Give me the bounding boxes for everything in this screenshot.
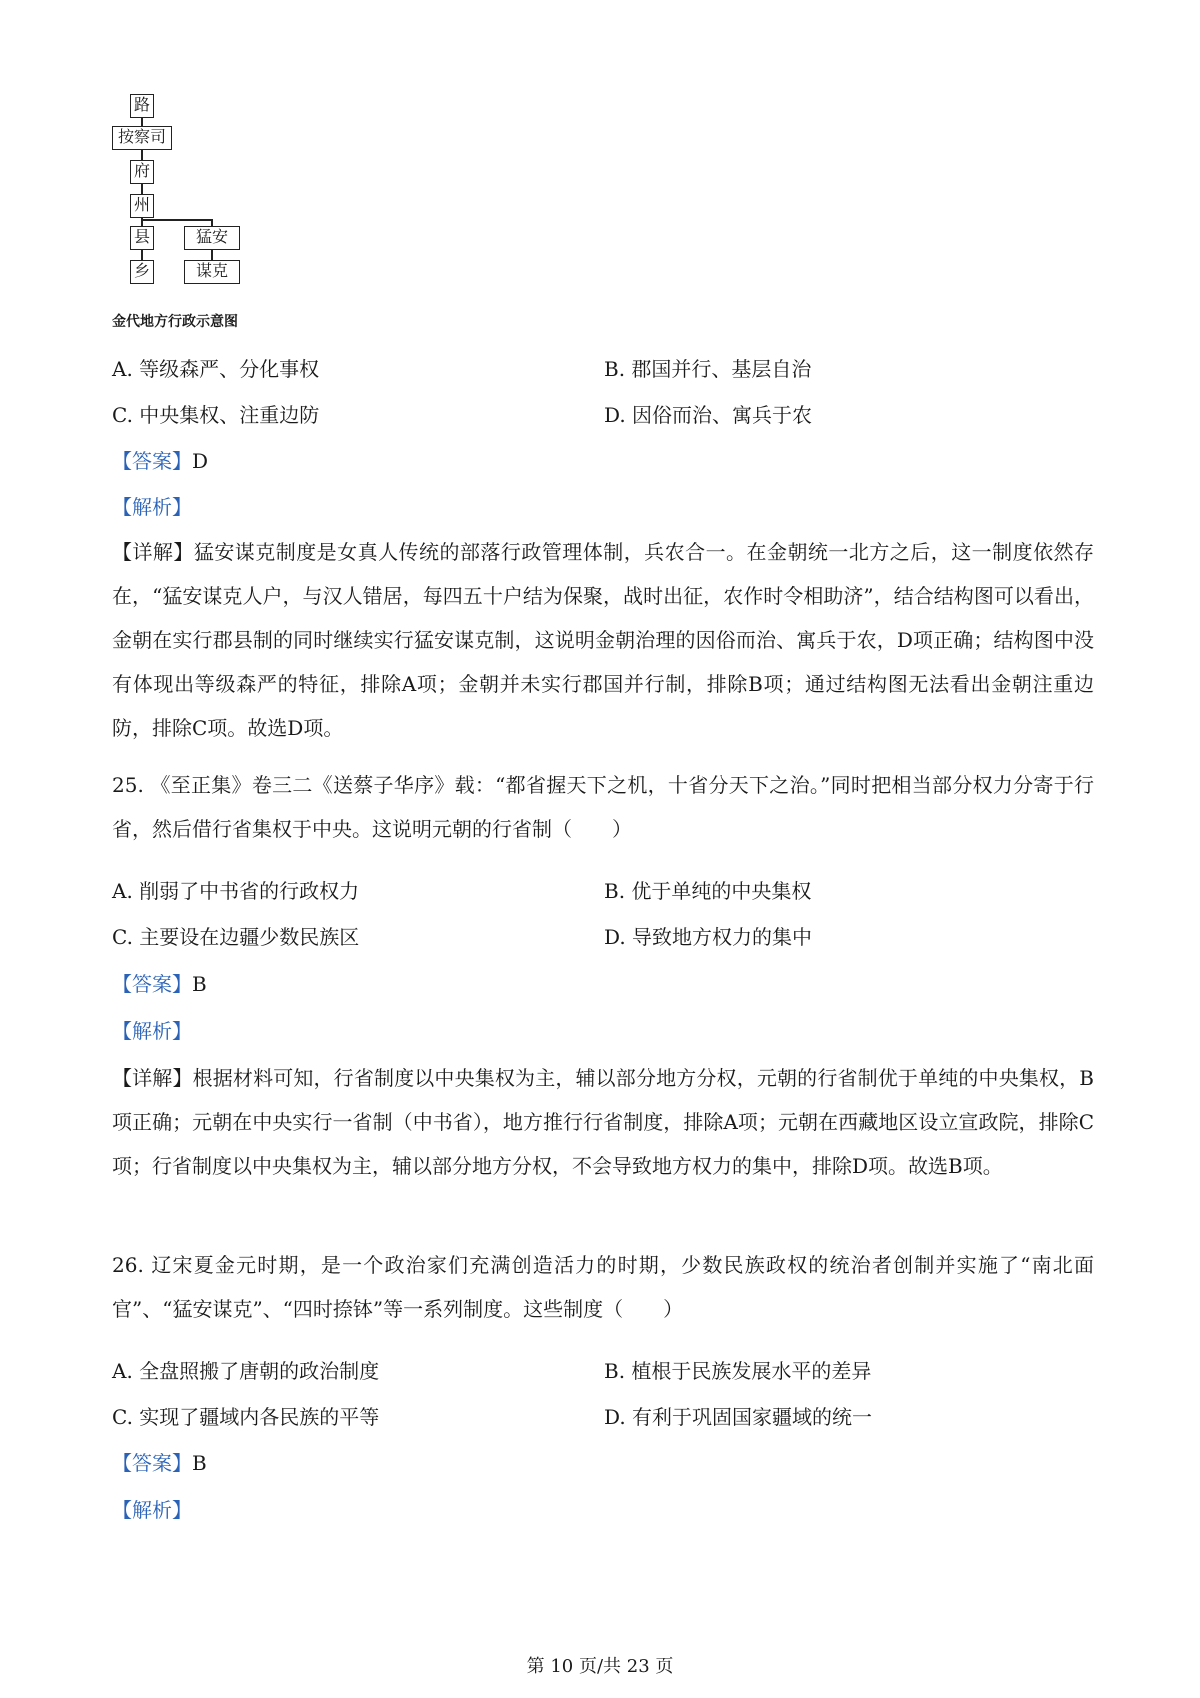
q25-option-b: B. 优于单纯的中央集权 <box>604 879 812 903</box>
answer-tag: 【答案】 <box>112 972 192 996</box>
q26-option-d: D. 有利于巩固国家疆域的统一 <box>604 1405 873 1429</box>
answer-value: B <box>192 1451 207 1475</box>
q25-option-a: A. 削弱了中书省的行政权力 <box>112 879 360 903</box>
admin-structure-diagram <box>112 92 282 332</box>
detail-tag: 【详解】 <box>112 540 194 564</box>
q24-option-a: A. 等级森严、分化事权 <box>112 357 320 381</box>
diagram-box-fu: 府 <box>130 160 154 184</box>
analysis-tag: 【解析】 <box>112 495 192 519</box>
q24-detail <box>112 530 1094 750</box>
answer-value: D <box>192 449 209 473</box>
analysis-tag: 【解析】 <box>112 1019 192 1043</box>
q24-option-b: B. 郡国并行、基层自治 <box>604 357 812 381</box>
q24-answer <box>112 447 208 475</box>
answer-tag: 【答案】 <box>112 1451 192 1475</box>
answer-tag: 【答案】 <box>112 449 192 473</box>
diagram-box-xian: 县 <box>130 226 154 250</box>
q24-analysis <box>112 493 192 521</box>
q25-answer <box>112 970 207 998</box>
diagram-caption: 金代地方行政示意图 <box>112 314 238 330</box>
detail-text: 猛安谋克制度是女真人传统的部落行政管理体制，兵农合一。在金朝统一北方之后，这一制度依然存在，“猛安谋克人户，与汉人错居，每四五十户结为保聚，战时出征，农作时令相助济”，结合结构图可以看出，金朝在实行郡县制的同时继续实行猛安谋克制，这说明金朝治理的因俗而治、寓兵于农，D项正确；结构图中没有体现出等级森严的特征，排除A项；金朝并未实行郡国并行制，排除B项；通过结构图无法看出金朝注重边防，排除C项。故选D项。 <box>112 540 1095 740</box>
page-number: 第 10 页/共 23 页 <box>526 1656 674 1677</box>
q26-option-b: B. 植根于民族发展水平的差异 <box>604 1359 872 1383</box>
diagram-box-zhou: 州 <box>130 194 154 218</box>
diagram-box-xiang: 乡 <box>130 260 154 284</box>
q24-option-c: C. 中央集权、注重边防 <box>112 403 320 427</box>
diagram-box-lu: 路 <box>130 94 154 118</box>
detail-tag: 【详解】 <box>112 1066 193 1090</box>
q24-option-d: D. 因俗而治、寓兵于农 <box>604 403 813 427</box>
q25-analysis <box>112 1017 192 1045</box>
diagram-box-mengan: 猛安 <box>184 226 240 250</box>
diagram-box-mouke: 谋克 <box>184 260 240 284</box>
q25-option-c: C. 主要设在边疆少数民族区 <box>112 925 360 949</box>
q26-analysis <box>112 1496 192 1524</box>
q26-stem: 26. 辽宋夏金元时期，是一个政治家们充满创造活力的时期，少数民族政权的统治者创制并实施了“南北面官”、“猛安谋克”、“四时捺钵”等一系列制度。这些制度（ ） <box>112 1253 1094 1321</box>
q26-option-a: A. 全盘照搬了唐朝的政治制度 <box>112 1359 380 1383</box>
q25-option-d: D. 导致地方权力的集中 <box>604 925 813 949</box>
detail-text: 根据材料可知，行省制度以中央集权为主，辅以部分地方分权，元朝的行省制优于单纯的中央集权，B项正确；元朝在中央实行一省制（中书省），地方推行行省制度，排除A项；元朝在西藏地区设立宣政院，排除C项；行省制度以中央集权为主，辅以部分地方分权，不会导致地方权力的集中，排除D项。故选B项。 <box>112 1066 1094 1178</box>
q25-detail <box>112 1056 1094 1188</box>
connector-line <box>141 219 212 221</box>
answer-value: B <box>192 972 207 996</box>
diagram-box-ancha: 按察司 <box>112 126 172 150</box>
q26-option-c: C. 实现了疆域内各民族的平等 <box>112 1405 380 1429</box>
analysis-tag: 【解析】 <box>112 1498 192 1522</box>
q25-stem: 25. 《至正集》卷三二《送蔡子华序》载：“都省握天下之机，十省分天下之治。”同时把相当部分权力分寄于行省，然后借行省集权于中央。这说明元朝的行省制（ ） <box>112 773 1094 841</box>
q26-answer <box>112 1449 207 1477</box>
